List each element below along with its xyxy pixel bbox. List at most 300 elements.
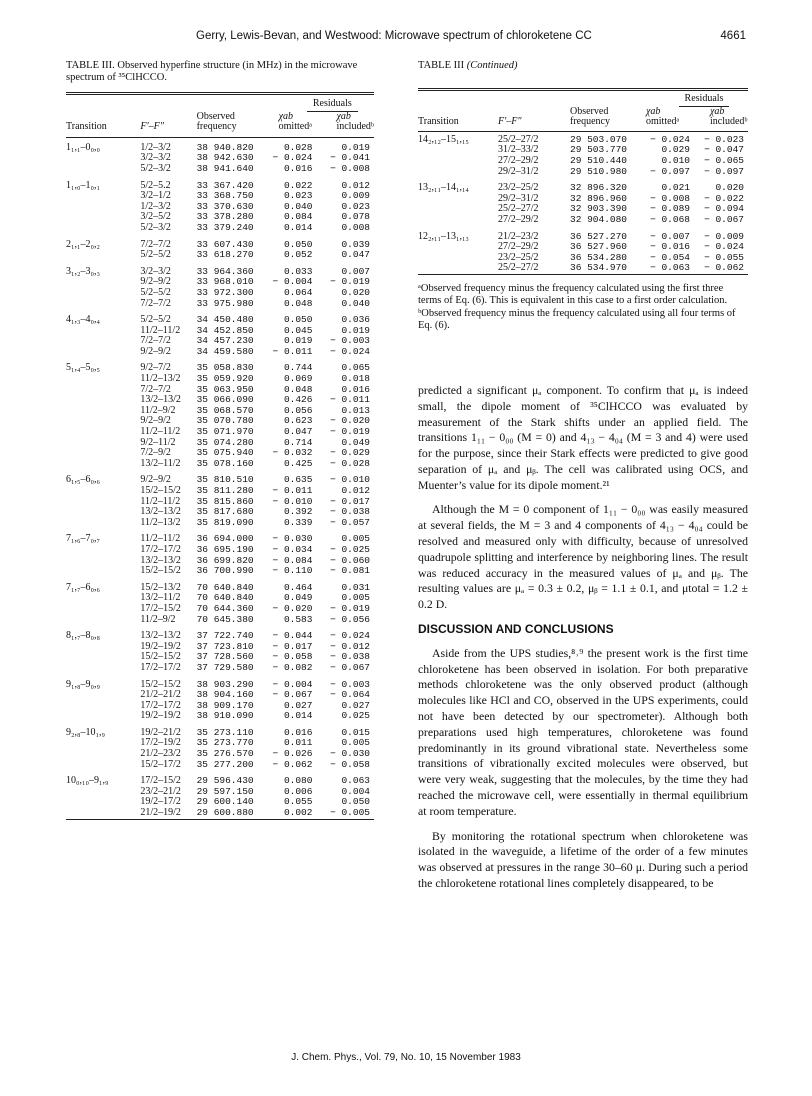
frequency-cell: 35 273.770 xyxy=(196,737,254,749)
residual-included-cell: − 0.024 xyxy=(330,630,370,642)
residual-omitted-cell: 0.011 xyxy=(283,737,313,749)
residual-included-cell: − 0.038 xyxy=(330,651,370,663)
residual-included-cell: − 0.022 xyxy=(704,192,744,204)
table-row xyxy=(66,566,374,577)
residual-omitted-cell: 0.021 xyxy=(661,182,690,194)
ff-cell: 29/2–31/2 xyxy=(498,192,539,204)
frequency-cell: 35 811.280 xyxy=(196,485,254,496)
transition-cell xyxy=(66,299,140,310)
ff-cell: 5/2–3/2 xyxy=(140,221,171,233)
frequency-cell: 70 644.360 xyxy=(196,602,254,614)
col-transition: Transition xyxy=(66,121,107,133)
transition-cell xyxy=(66,545,140,556)
frequency-cell: 38 942.630 xyxy=(196,152,254,164)
paragraph-3: Aside from the UPS studies,⁸˒⁹ the present work is the first time chloroketene has been observed in isolation. For both preparative methods chloroketene was the only observed product (although molecules like HCl and CO, observed in the UPS experiments, could not have been detected by our spectrometer). Although both preparations used high temperatures, chloroketene was found predominantly in its ground vibrational state. Nevertheless some transitions of vibrationally excited molecules were observed, but were very weak, suggesting that the molecules, by the time they had reached the microwave cell, were essentially in thermal equilibrium at room temperature. xyxy=(418,645,748,818)
residual-included-cell: − 0.057 xyxy=(330,516,370,528)
frequency-cell: 33 370.630 xyxy=(196,200,254,212)
frequency-cell: 34 450.480 xyxy=(196,314,254,326)
frequency-cell: 36 534.280 xyxy=(570,251,628,263)
frequency-cell: 35 817.680 xyxy=(196,506,254,518)
residual-included-cell: − 0.058 xyxy=(330,758,370,770)
ff-cell: 13/2–11/2 xyxy=(140,457,181,469)
table-row xyxy=(66,347,374,358)
residual-omitted-cell: − 0.032 xyxy=(272,447,313,459)
table-row xyxy=(66,486,374,497)
ff-cell: 1/2–3/2 xyxy=(140,200,171,212)
transition-cell xyxy=(66,797,140,808)
residual-omitted-cell: − 0.010 xyxy=(272,495,313,507)
residual-included-cell: − 0.008 xyxy=(330,162,370,174)
table-row xyxy=(66,545,374,556)
transition-cell xyxy=(66,288,140,299)
transition-cell xyxy=(66,787,140,798)
residual-included-cell: − 0.024 xyxy=(704,241,744,253)
ff-cell: 9/2–11/2 xyxy=(140,436,176,448)
residual-omitted-cell: 0.464 xyxy=(283,581,313,593)
residual-omitted-cell: 0.002 xyxy=(283,807,313,819)
residual-included-cell: 0.063 xyxy=(341,775,370,787)
transition-cell xyxy=(66,223,140,234)
residual-omitted-cell: − 0.008 xyxy=(650,192,690,204)
residual-included-cell: − 0.055 xyxy=(704,251,744,263)
frequency-cell: 35 273.110 xyxy=(196,726,254,738)
residual-included-cell: 0.004 xyxy=(341,785,370,797)
col-r1-1-cont: χab xyxy=(646,105,661,117)
hyperfine-table-continued xyxy=(418,88,748,279)
transition-cell xyxy=(66,459,140,470)
transition-cell xyxy=(66,212,140,223)
residual-omitted-cell: 0.010 xyxy=(661,154,690,166)
table-row xyxy=(418,215,748,226)
residual-included-cell: 0.047 xyxy=(341,249,370,261)
frequency-cell: 38 904.160 xyxy=(196,689,254,701)
table-cont-bottom-rule xyxy=(418,274,748,279)
col-ff-cont: F′–F″ xyxy=(498,116,522,128)
transition-cell: 3₁,₂–3₀,₃ xyxy=(66,265,100,277)
frequency-cell: 38 909.170 xyxy=(196,699,254,711)
residual-omitted-cell: 0.052 xyxy=(283,249,313,261)
residual-included-cell: 0.040 xyxy=(341,297,370,309)
table-bottom-rule xyxy=(66,819,374,824)
frequency-cell: 35 815.860 xyxy=(196,495,254,507)
frequency-cell: 70 640.840 xyxy=(196,581,254,593)
frequency-cell: 33 368.750 xyxy=(196,190,254,202)
frequency-cell: 35 068.570 xyxy=(196,404,254,416)
residual-omitted-cell: − 0.016 xyxy=(650,241,690,253)
residual-omitted-cell: − 0.011 xyxy=(272,345,313,357)
residual-omitted-cell: − 0.063 xyxy=(650,262,690,274)
left-column xyxy=(66,60,374,824)
frequency-cell: 34 457.230 xyxy=(196,335,254,347)
transition-cell xyxy=(66,652,140,663)
frequency-cell: 29 510.980 xyxy=(570,165,628,177)
frequency-cell: 37 728.560 xyxy=(196,651,254,663)
residual-omitted-cell: 0.019 xyxy=(283,335,313,347)
col-transition-cont: Transition xyxy=(418,116,459,128)
transition-cell xyxy=(66,615,140,626)
transition-cell xyxy=(66,448,140,459)
residual-omitted-cell: − 0.004 xyxy=(272,276,313,288)
right-column xyxy=(418,60,748,901)
transition-cell xyxy=(418,156,498,167)
transition-cell xyxy=(66,604,140,615)
transition-cell xyxy=(66,191,140,202)
transition-cell xyxy=(418,242,498,253)
table-row xyxy=(66,164,374,175)
col-r2-2: includedᵇ xyxy=(336,121,374,133)
transition-cell: 12₂,₁₁–13₁,₁₃ xyxy=(418,230,469,242)
transition-cell: 9₁,₈–9₀,₉ xyxy=(66,678,100,690)
frequency-cell: 35 071.970 xyxy=(196,426,254,438)
residual-omitted-cell: 0.056 xyxy=(283,404,313,416)
ff-cell: 31/2–33/2 xyxy=(498,144,539,156)
residual-omitted-cell: 0.064 xyxy=(283,286,313,298)
residual-omitted-cell: 0.022 xyxy=(283,179,313,191)
ff-cell: 11/2–9/2 xyxy=(140,613,176,625)
ff-cell: 11/2–13/2 xyxy=(140,373,181,385)
transition-cell xyxy=(418,194,498,205)
residual-omitted-cell: − 0.007 xyxy=(650,230,690,242)
residual-omitted-cell: − 0.044 xyxy=(272,630,313,642)
residual-omitted-cell: − 0.034 xyxy=(272,543,313,555)
transition-cell xyxy=(66,760,140,771)
col-observed-1-cont: Observed xyxy=(570,105,609,117)
residual-included-cell: 0.018 xyxy=(341,373,370,385)
transition-cell xyxy=(66,486,140,497)
ff-cell: 19/2–19/2 xyxy=(140,640,181,652)
table-row xyxy=(66,615,374,626)
residual-omitted-cell: 0.040 xyxy=(283,200,313,212)
table-caption-text: Observed hyperfine structure (in MHz) in the microwave spectrum of ³⁵ClHCCO. xyxy=(66,60,358,83)
frequency-cell: 35 066.090 xyxy=(196,394,254,406)
table-row xyxy=(418,167,748,178)
transition-cell xyxy=(418,263,498,274)
residual-included-cell: 0.019 xyxy=(341,324,370,336)
table-cont-note: (Continued) xyxy=(466,60,518,71)
table-row xyxy=(66,288,374,299)
residual-omitted-cell: − 0.004 xyxy=(272,678,313,690)
residual-included-cell: 0.023 xyxy=(341,200,370,212)
ff-cell: 9/2–7/2 xyxy=(140,362,171,374)
transition-cell: 13₂,₁₁–14₁,₁₄ xyxy=(418,182,469,194)
residual-omitted-cell: − 0.024 xyxy=(650,133,690,145)
ff-cell: 15/2–13/2 xyxy=(140,581,181,593)
residual-included-cell: 0.005 xyxy=(341,533,370,545)
residual-omitted-cell: 0.744 xyxy=(283,362,313,374)
residual-omitted-cell: 0.623 xyxy=(283,415,313,427)
residuals-header: Residuals xyxy=(307,99,358,112)
table-cont-label: TABLE III xyxy=(418,60,465,71)
ff-cell: 17/2–17/2 xyxy=(140,543,181,555)
transition-cell: 9₂,₈–10₁,₉ xyxy=(66,726,105,738)
residual-omitted-cell: − 0.082 xyxy=(272,661,313,673)
transition-cell: 10₀,₁₀–9₁,₉ xyxy=(66,775,109,787)
transition-cell xyxy=(66,347,140,358)
ff-cell: 19/2–21/2 xyxy=(140,726,181,738)
ff-cell: 25/2–27/2 xyxy=(498,203,539,215)
transition-cell xyxy=(66,518,140,529)
transition-cell: 1₁,₀–1₀,₁ xyxy=(66,179,100,191)
ff-cell: 13/2–13/2 xyxy=(140,506,181,518)
residual-omitted-cell: 0.023 xyxy=(283,190,313,202)
frequency-cell: 32 896.320 xyxy=(570,182,628,194)
table-row xyxy=(66,663,374,674)
col-r1-2-cont: omittedᵃ xyxy=(646,116,680,128)
ff-cell: 11/2–11/2 xyxy=(140,495,181,507)
residual-included-cell: 0.049 xyxy=(341,436,370,448)
residual-included-cell: 0.012 xyxy=(341,179,370,191)
residual-omitted-cell: 0.049 xyxy=(283,592,313,604)
transition-cell xyxy=(66,556,140,567)
residual-included-cell: − 0.029 xyxy=(330,447,370,459)
residual-omitted-cell: 0.033 xyxy=(283,265,313,277)
frequency-cell: 29 600.140 xyxy=(196,796,254,808)
frequency-cell: 36 699.820 xyxy=(196,554,254,566)
ff-cell: 13/2–13/2 xyxy=(140,394,181,406)
residual-omitted-cell: 0.069 xyxy=(283,373,313,385)
table-label: TABLE III. xyxy=(66,60,115,71)
frequency-cell: 33 367.420 xyxy=(196,179,254,191)
residual-included-cell: 0.015 xyxy=(341,726,370,738)
table-head-row-1 xyxy=(66,94,374,112)
residual-omitted-cell: − 0.030 xyxy=(272,533,313,545)
residual-included-cell: − 0.003 xyxy=(330,678,370,690)
residual-omitted-cell: 0.048 xyxy=(283,383,313,395)
ff-cell: 11/2–11/2 xyxy=(140,426,181,438)
body-text xyxy=(418,383,748,892)
table-cont-head-row-3 xyxy=(418,117,748,131)
residual-included-cell: 0.016 xyxy=(341,383,370,395)
frequency-cell: 35 058.830 xyxy=(196,362,254,374)
col-observed-2: frequency xyxy=(196,121,237,133)
residual-included-cell: 0.019 xyxy=(341,141,370,153)
residual-omitted-cell: 0.635 xyxy=(283,474,313,486)
frequency-cell: 70 645.380 xyxy=(196,613,254,625)
ff-cell: 7/2–7/2 xyxy=(140,383,171,395)
frequency-cell: 35 819.090 xyxy=(196,516,254,528)
residual-included-cell: − 0.062 xyxy=(704,262,744,274)
transition-cell xyxy=(66,374,140,385)
table-row xyxy=(66,760,374,771)
transition-cell xyxy=(66,164,140,175)
frequency-cell: 35 277.200 xyxy=(196,758,254,770)
frequency-cell: 38 903.290 xyxy=(196,678,254,690)
residual-omitted-cell: 0.014 xyxy=(283,221,313,233)
ff-cell: 17/2–17/2 xyxy=(140,661,181,673)
residual-included-cell: − 0.019 xyxy=(330,426,370,438)
frequency-cell: 32 903.390 xyxy=(570,203,628,215)
paragraph-2: Although the M = 0 component of 1₁₁ − 0₀₀ was easily measured at several fields, the M = 3 and 4 components of 4₁₃ − 4₀₄ could be resolved and measured only with difficulty, because of unresolved quadrupole splitting and interference by neighboring lines. The result was reduced accuracy in the measured values of μₐ and μᵦ. The resulting values are μₐ = 0.3 ± 0.2, μᵦ = 1.1 ± 0.1, and μtotal = 1.2 ± 0.2 D. xyxy=(418,502,748,612)
frequency-cell: 33 378.280 xyxy=(196,211,254,223)
ff-cell: 25/2–27/2 xyxy=(498,133,539,145)
ff-cell: 21/2–23/2 xyxy=(140,748,181,760)
frequency-cell: 33 972.300 xyxy=(196,286,254,298)
transition-cell xyxy=(66,406,140,417)
frequency-cell: 33 618.270 xyxy=(196,249,254,261)
transition-cell xyxy=(418,253,498,264)
ff-cell: 21/2–23/2 xyxy=(498,230,539,242)
ff-cell: 5/2–3/2 xyxy=(140,162,171,174)
section-heading: DISCUSSION AND CONCLUSIONS xyxy=(418,622,614,637)
residual-omitted-cell: − 0.058 xyxy=(272,651,313,663)
residual-included-cell: 0.025 xyxy=(341,710,370,722)
transition-cell xyxy=(418,167,498,178)
residual-included-cell: 0.036 xyxy=(341,314,370,326)
frequency-cell: 33 379.240 xyxy=(196,221,254,233)
col-r1-2: omittedᵃ xyxy=(278,121,312,133)
transition-cell: 2₁,₁–2₀,₂ xyxy=(66,238,100,250)
residual-included-cell: 0.007 xyxy=(341,265,370,277)
transition-cell xyxy=(66,416,140,427)
transition-cell xyxy=(66,642,140,653)
transition-cell xyxy=(66,153,140,164)
frequency-cell: 29 503.070 xyxy=(570,133,628,145)
ff-cell: 19/2–19/2 xyxy=(140,710,181,722)
frequency-cell: 36 527.270 xyxy=(570,230,628,242)
residual-omitted-cell: 0.014 xyxy=(283,710,313,722)
residual-included-cell: − 0.009 xyxy=(704,230,744,242)
ff-cell: 11/2–9/2 xyxy=(140,404,176,416)
residual-included-cell: − 0.019 xyxy=(330,602,370,614)
transition-cell: 5₁,₄–5₀,₅ xyxy=(66,362,100,374)
paragraph-4: By monitoring the rotational spectrum when chloroketene was isolated in the waveguide, a lifetime of the order of a few minutes was observed at pressures in the range 30–60 μ. During such a period the chloroketene rotational lines completely disappeared, to be xyxy=(418,828,748,891)
transition-cell: 14₂,₁₂–15₁,₁₅ xyxy=(418,133,469,145)
ff-cell: 19/2–17/2 xyxy=(140,796,181,808)
transition-cell xyxy=(66,250,140,261)
ff-cell: 7/2–9/2 xyxy=(140,447,171,459)
table-row xyxy=(66,299,374,310)
ff-cell: 15/2–15/2 xyxy=(140,678,181,690)
residual-omitted-cell: 0.027 xyxy=(283,699,313,711)
residual-included-cell: − 0.023 xyxy=(704,133,744,145)
residual-omitted-cell: 0.426 xyxy=(283,394,313,406)
table-cont-head-row-1 xyxy=(418,90,748,107)
table-cont-caption xyxy=(418,60,748,72)
ff-cell: 15/2–15/2 xyxy=(140,565,181,577)
table-row xyxy=(66,604,374,615)
transition-cell xyxy=(66,497,140,508)
ff-cell: 23/2–25/2 xyxy=(498,251,539,263)
ff-cell: 11/2–11/2 xyxy=(140,533,181,545)
ff-cell: 3/2–1/2 xyxy=(140,190,171,202)
residual-omitted-cell: 0.425 xyxy=(283,457,313,469)
ff-cell: 7/2–7/2 xyxy=(140,297,171,309)
frequency-cell: 34 452.850 xyxy=(196,324,254,336)
residual-omitted-cell: 0.050 xyxy=(283,314,313,326)
ff-cell: 9/2–9/2 xyxy=(140,276,171,288)
residual-included-cell: 0.020 xyxy=(341,286,370,298)
transition-cell xyxy=(66,749,140,760)
ff-cell: 7/2–7/2 xyxy=(140,238,171,250)
col-observed-2-cont: frequency xyxy=(570,116,610,128)
transition-cell: 8₁,₇–8₀,₈ xyxy=(66,630,100,642)
frequency-cell: 32 896.960 xyxy=(570,192,628,204)
table-row xyxy=(66,518,374,529)
residual-included-cell: − 0.060 xyxy=(330,554,370,566)
transition-cell xyxy=(66,326,140,337)
col-r2-1: χab xyxy=(336,110,351,122)
frequency-cell: 38 940.820 xyxy=(196,141,254,153)
residual-included-cell: 0.013 xyxy=(341,404,370,416)
frequency-cell: 34 459.580 xyxy=(196,345,254,357)
residual-included-cell: − 0.010 xyxy=(330,474,370,486)
transition-cell xyxy=(66,808,140,819)
residual-included-cell: 0.031 xyxy=(341,581,370,593)
ff-cell: 3/2–5/2 xyxy=(140,211,171,223)
residual-included-cell: 0.050 xyxy=(341,796,370,808)
frequency-cell: 36 534.970 xyxy=(570,262,628,274)
ff-cell: 3/2–3/2 xyxy=(140,265,171,277)
transition-cell xyxy=(66,663,140,674)
residual-included-cell: 0.009 xyxy=(341,190,370,202)
table-head-row-3 xyxy=(66,122,374,137)
residual-omitted-cell: − 0.097 xyxy=(650,165,690,177)
residual-omitted-cell: − 0.068 xyxy=(650,213,690,225)
residual-included-cell: − 0.094 xyxy=(704,203,744,215)
frequency-cell: 35 810.510 xyxy=(196,474,254,486)
residual-omitted-cell: − 0.024 xyxy=(272,152,313,164)
transition-cell: 7₁,₇–6₀,₆ xyxy=(66,581,100,593)
footnote-a: ᵃObserved frequency minus the frequency calculated using the first three terms of Eq. (6). This is equivalent in this case to a first order calculation. xyxy=(418,282,728,307)
frequency-cell: 29 597.150 xyxy=(196,785,254,797)
ff-cell: 17/2–15/2 xyxy=(140,775,181,787)
residual-included-cell: 0.039 xyxy=(341,238,370,250)
residual-included-cell: − 0.047 xyxy=(704,144,744,156)
residual-included-cell: 0.078 xyxy=(341,211,370,223)
ff-cell: 27/2–29/2 xyxy=(498,213,539,225)
residual-omitted-cell: − 0.011 xyxy=(272,485,313,496)
ff-cell: 17/2–17/2 xyxy=(140,699,181,711)
residual-included-cell: − 0.067 xyxy=(330,661,370,673)
frequency-cell: 37 729.580 xyxy=(196,661,254,673)
frequency-cell: 35 074.280 xyxy=(196,436,254,448)
residual-omitted-cell: 0.016 xyxy=(283,726,313,738)
ff-cell: 3/2–3/2 xyxy=(140,152,171,164)
frequency-cell: 38 910.090 xyxy=(196,710,254,722)
residual-omitted-cell: 0.080 xyxy=(283,775,313,787)
frequency-cell: 35 078.160 xyxy=(196,457,254,469)
residual-included-cell: − 0.020 xyxy=(330,415,370,427)
transition-cell xyxy=(66,593,140,604)
frequency-cell: 29 600.880 xyxy=(196,807,254,819)
transition-cell xyxy=(66,277,140,288)
ff-cell: 13/2–13/2 xyxy=(140,630,181,642)
residual-omitted-cell: 0.047 xyxy=(283,426,313,438)
residual-omitted-cell: 0.028 xyxy=(283,141,313,153)
ff-cell: 17/2–15/2 xyxy=(140,602,181,614)
residual-included-cell: − 0.012 xyxy=(330,640,370,652)
ff-cell: 27/2–29/2 xyxy=(498,154,539,166)
residual-included-cell: 0.020 xyxy=(715,182,744,194)
ff-cell: 5/2–5/2 xyxy=(140,249,171,261)
residual-omitted-cell: − 0.017 xyxy=(272,640,313,652)
frequency-cell: 35 276.570 xyxy=(196,748,254,760)
ff-cell: 9/2–9/2 xyxy=(140,415,171,427)
transition-cell xyxy=(66,385,140,396)
ff-cell: 25/2–27/2 xyxy=(498,262,539,274)
col-r1-1: χab xyxy=(278,110,294,122)
frequency-cell: 33 607.430 xyxy=(196,238,254,250)
residual-omitted-cell: − 0.084 xyxy=(272,554,313,566)
ff-cell: 11/2–11/2 xyxy=(140,324,181,336)
residual-omitted-cell: − 0.089 xyxy=(650,203,690,215)
transition-cell xyxy=(66,507,140,518)
residual-included-cell: − 0.011 xyxy=(330,394,370,406)
transition-cell: 6₁,₅–6₀,₆ xyxy=(66,474,100,486)
residual-omitted-cell: − 0.062 xyxy=(272,758,313,770)
ff-cell: 5/2–5/2 xyxy=(140,314,171,326)
transition-cell xyxy=(66,395,140,406)
